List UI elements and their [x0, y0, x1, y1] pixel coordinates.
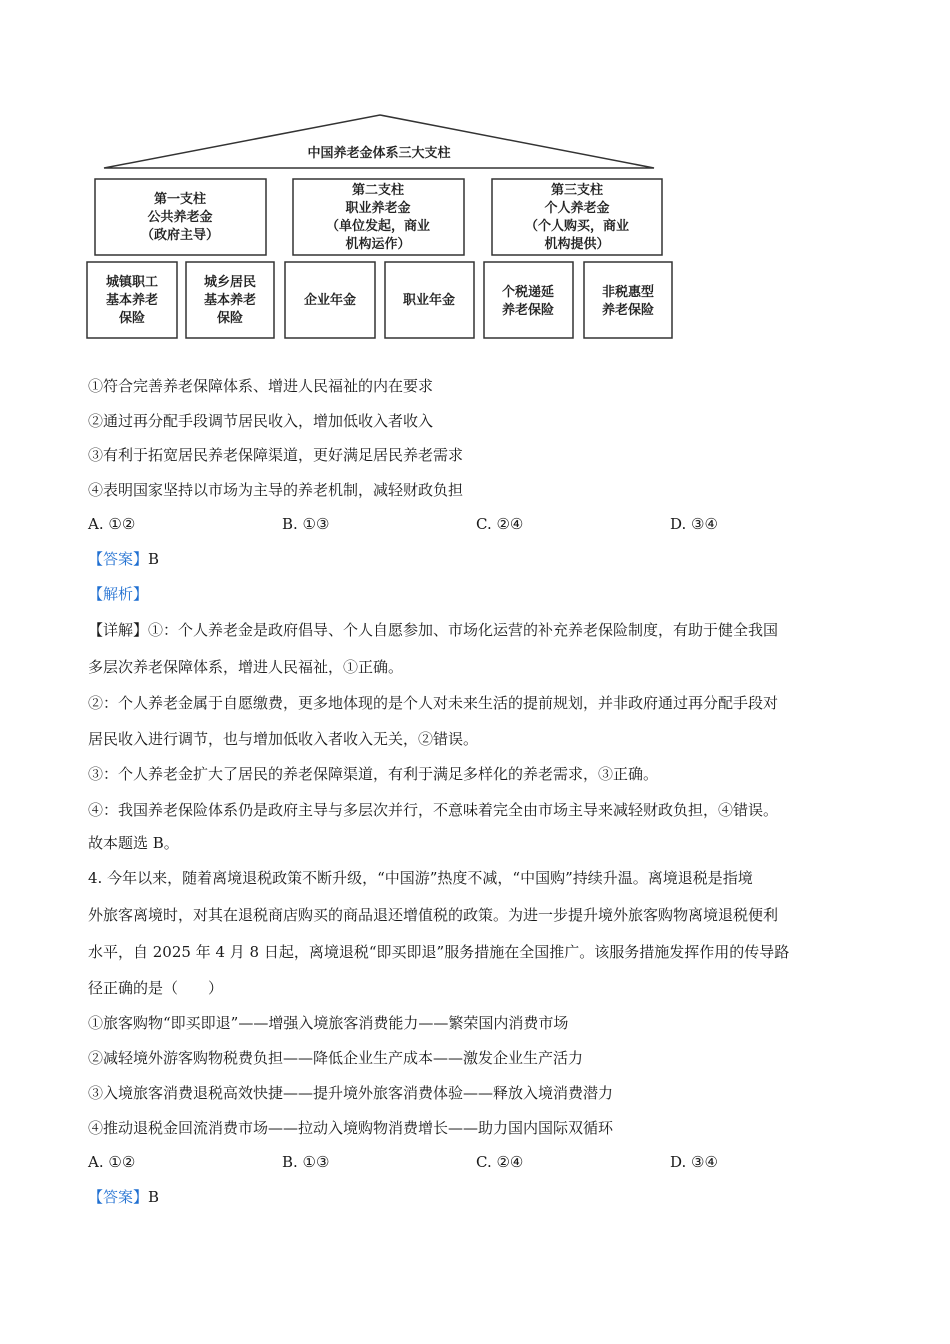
pillar-1-line-1: 第一支柱	[153, 192, 207, 207]
q4-stem-line-3: 水平，自 2025 年 4 月 8 日起，离境退税“即买即退”服务措施在全国推广。该服务措施发挥作用的传导路	[88, 943, 790, 961]
base-6-line-2: 养老保险	[601, 303, 655, 318]
pillar-2-line-2: 职业养老金	[345, 201, 411, 216]
q3-statement-4: ④表明国家坚持以市场为主导的养老机制，减轻财政负担	[88, 481, 464, 499]
q4-statement-4: ④推动退税金回流消费市场——拉动入境购物消费增长——助力国内国际双循环	[88, 1119, 614, 1137]
pillar-1-line-2: 公共养老金	[147, 210, 213, 225]
detail-tag: 【详解】	[88, 621, 149, 639]
answer-tag: 【答案】	[88, 1188, 149, 1206]
q3-option-a: A. ①②	[88, 515, 136, 533]
q3-answer	[88, 549, 159, 569]
q3-detail-line-6: ④：我国养老保险体系仍是政府主导与多层次并行，不意味着完全由市场主导来减轻财政负担，④错误。	[88, 801, 779, 819]
q3-detail-line-7: 故本题选 B。	[88, 834, 179, 852]
answer-value: B	[148, 550, 160, 568]
q4-option-d: D. ③④	[670, 1153, 718, 1171]
base-1-line-3: 保险	[118, 311, 146, 326]
base-2-line-1: 城乡居民	[203, 275, 257, 290]
pillar-3-line-1: 第三支柱	[550, 183, 604, 198]
q3-analysis	[88, 584, 148, 604]
q3-statement-3: ③有利于拓宽居民养老保障渠道，更好满足居民养老需求	[88, 446, 464, 464]
q4-option-a: A. ①②	[88, 1153, 136, 1171]
roof-title: 中国养老金体系三大支柱	[307, 146, 451, 161]
answer-tag: 【答案】	[88, 550, 149, 568]
pillar-3-line-2: 个人养老金	[544, 201, 610, 216]
q3-detail-line-4: 居民收入进行调节，也与增加低收入者收入无关，②错误。	[88, 730, 479, 748]
q3-statement-1: ①符合完善养老保障体系、增进人民福祉的内在要求	[88, 377, 434, 395]
base-1-line-1: 城镇职工	[105, 275, 159, 290]
q3-option-b: B. ①③	[282, 515, 330, 533]
pension-pillars-diagram	[0, 0, 950, 360]
base-5-line-2: 养老保险	[501, 303, 555, 318]
pillar-3-line-4: 机构提供）	[544, 237, 610, 252]
q4-statement-3: ③入境旅客消费退税高效快捷——提升境外旅客消费体验——释放入境消费潜力	[88, 1084, 614, 1102]
q3-detail-line-1	[88, 620, 778, 640]
q3-detail-line-5: ③：个人养老金扩大了居民的养老保障渠道，有利于满足多样化的养老需求，③正确。	[88, 765, 659, 783]
q3-detail-line-3: ②：个人养老金属于自愿缴费，更多地体现的是个人对未来生活的提前规划，并非政府通过再分配手段对	[88, 694, 779, 712]
base-3-line-1: 企业年金	[303, 293, 357, 308]
pillar-3-line-3: （个人购买，商业	[524, 219, 630, 234]
base-1-line-2: 基本养老	[105, 293, 159, 308]
base-6-box	[584, 262, 672, 338]
base-4-line-1: 职业年金	[402, 293, 456, 308]
pillar-2-line-3: （单位发起，商业	[325, 219, 431, 234]
q4-option-c: C. ②④	[476, 1153, 524, 1171]
base-2-line-3: 保险	[216, 311, 244, 326]
q4-stem-line-1: 4. 今年以来，随着离境退税政策不断升级，“中国游”热度不减，“中国购”持续升温。离境退税是指境	[88, 869, 753, 887]
pillar-2-line-1: 第二支柱	[351, 183, 405, 198]
answer-value: B	[148, 1188, 160, 1206]
detail-text: ①：个人养老金是政府倡导、个人自愿参加、市场化运营的补充养老保险制度，有助于健全我国	[148, 621, 779, 639]
q4-option-b: B. ①③	[282, 1153, 330, 1171]
base-2-line-2: 基本养老	[203, 293, 257, 308]
base-5-line-1: 个税递延	[501, 285, 555, 300]
q4-stem-line-2: 外旅客离境时，对其在退税商店购买的商品退还增值税的政策。为进一步提升境外旅客购物离境退税便利	[88, 906, 779, 924]
q4-stem-line-4: 径正确的是（ ）	[88, 979, 224, 997]
pillar-2-line-4: 机构运作）	[345, 237, 411, 252]
q4-statement-2: ②减轻境外游客购物税费负担——降低企业生产成本——激发企业生产活力	[88, 1049, 584, 1067]
q3-statement-2: ②通过再分配手段调节居民收入，增加低收入者收入	[88, 412, 434, 430]
analysis-tag: 【解析】	[88, 585, 149, 603]
q3-detail-line-2: 多层次养老保障体系，增进人民福祉，①正确。	[88, 658, 404, 676]
q4-statement-1: ①旅客购物“即买即退”——增强入境旅客消费能力——繁荣国内消费市场	[88, 1014, 569, 1032]
base-5-box	[484, 262, 573, 338]
q3-option-d: D. ③④	[670, 515, 718, 533]
q4-answer	[88, 1187, 159, 1207]
pillar-1-line-3: （政府主导）	[140, 228, 220, 243]
q3-option-c: C. ②④	[476, 515, 524, 533]
base-6-line-1: 非税惠型	[601, 285, 655, 300]
